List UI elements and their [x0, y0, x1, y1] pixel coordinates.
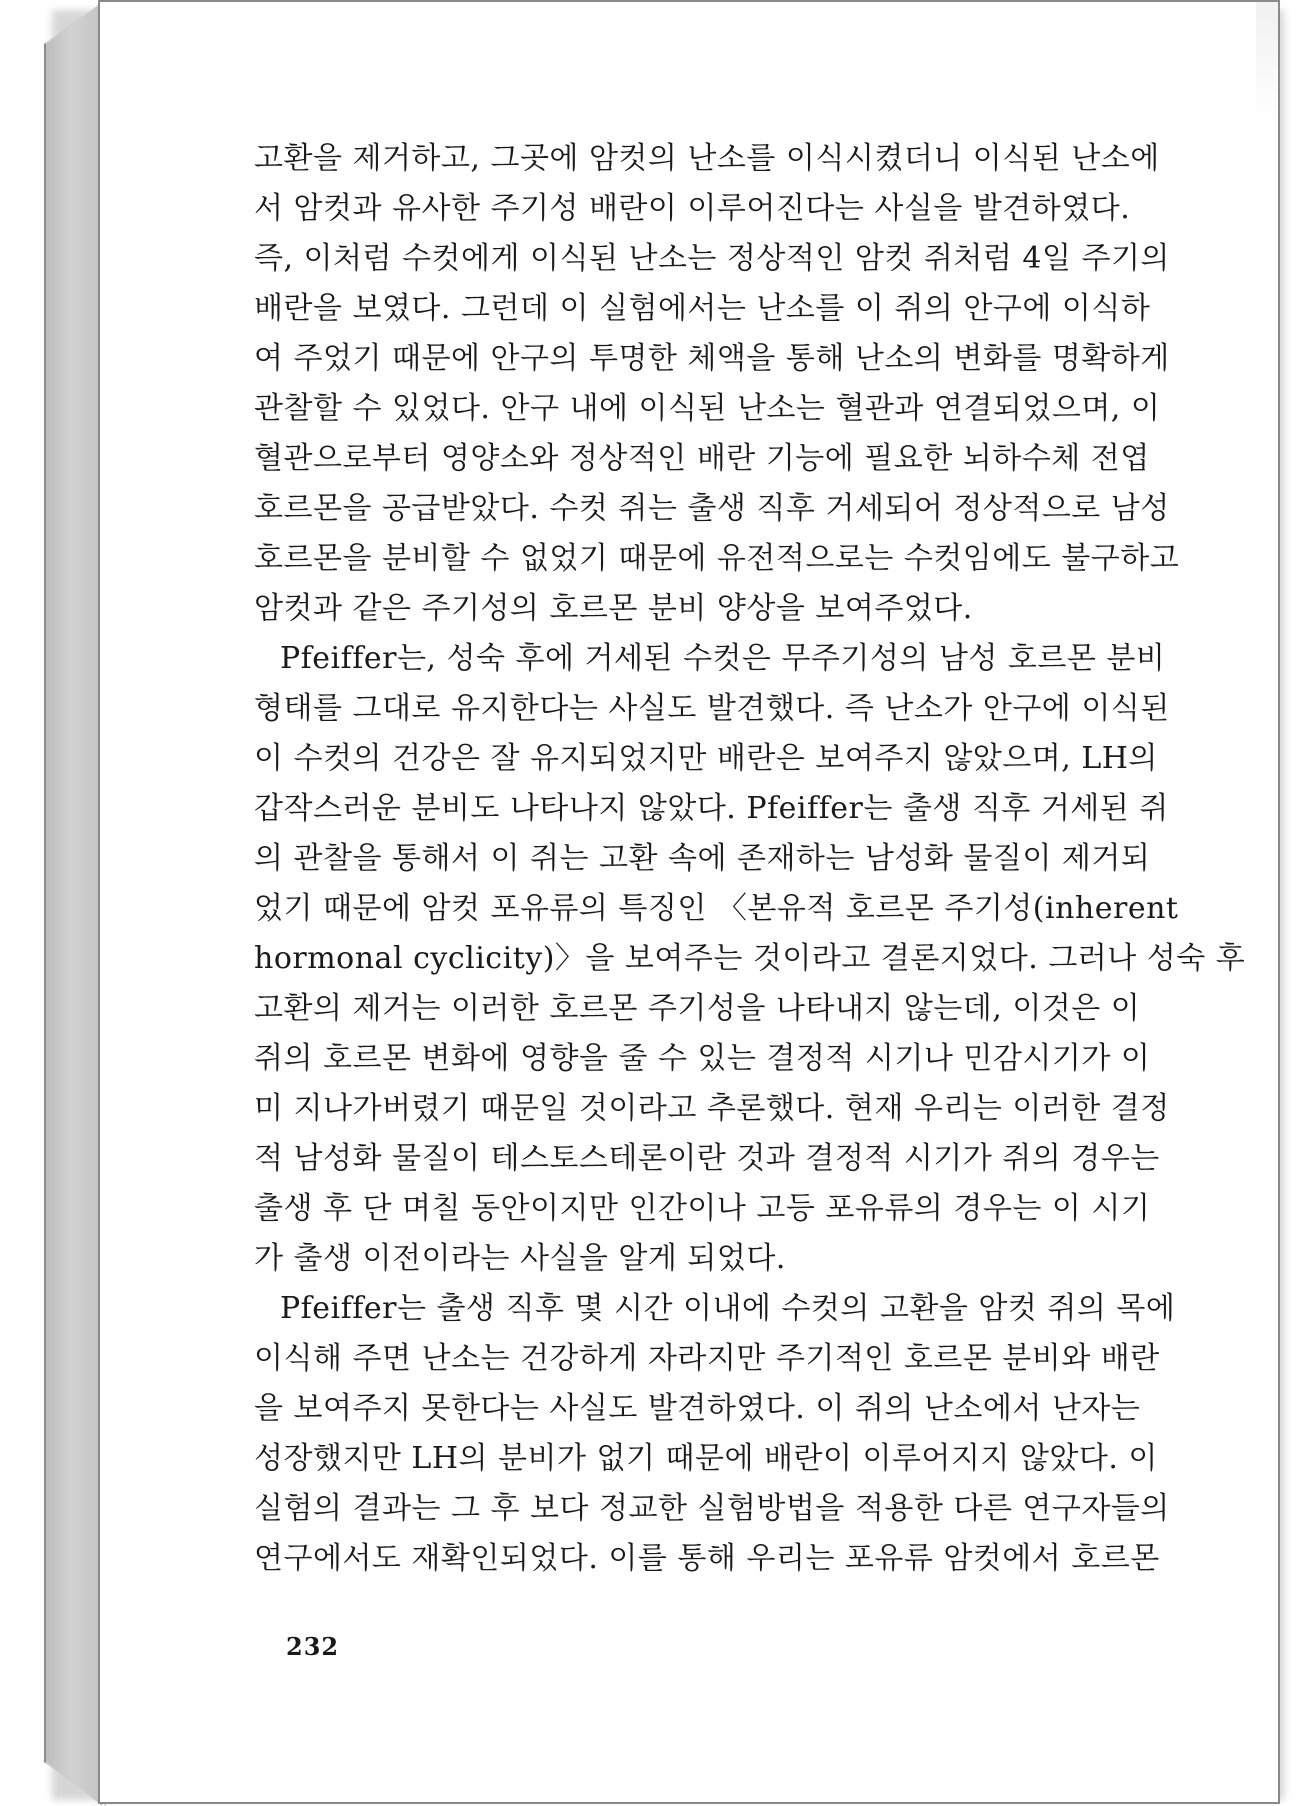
text-line: 이식해 주면 난소는 건강하게 자라지만 주기적인 호르몬 분비와 배란 [254, 1341, 1160, 1376]
text-line: 호르몬을 공급받았다. 수컷 쥐는 출생 직후 거세되어 정상적으로 남성 [254, 491, 1170, 526]
text-line: 의 관찰을 통해서 이 쥐는 고환 속에 존재하는 남성화 물질이 제거되 [254, 841, 1151, 876]
text-line: 을 보여주지 못한다는 사실도 발견하였다. 이 쥐의 난소에서 난자는 [254, 1391, 1141, 1426]
body-text [254, 138, 1246, 1588]
text-line: 배란을 보였다. 그런데 이 실험에서는 난소를 이 쥐의 안구에 이식하 [254, 291, 1151, 326]
text-line: 실험의 결과는 그 후 보다 정교한 실험방법을 적용한 다른 연구자들의 [254, 1491, 1170, 1526]
text-line: 고환을 제거하고, 그곳에 암컷의 난소를 이식시켰더니 이식된 난소에 [254, 141, 1160, 176]
text-line: 성장했지만 LH의 분비가 없기 때문에 배란이 이루어지지 않았다. 이 [254, 1441, 1158, 1476]
text-line: 이 수컷의 건강은 잘 유지되었지만 배란은 보여주지 않았으며, LH의 [254, 741, 1158, 776]
text-line: 여 주었기 때문에 안구의 투명한 체액을 통해 난소의 변화를 명확하게 [254, 341, 1170, 376]
text-line: 갑작스러운 분비도 나타나지 않았다. Pfeiffer는 출생 직후 거세된 쥐 [254, 791, 1169, 826]
text-line: hormonal cyclicity)〉을 보여주는 것이라고 결론지었다. 그러나 성숙 후 [254, 941, 1246, 976]
text-line: Pfeiffer는 출생 직후 몇 시간 이내에 수컷의 고환을 암컷 쥐의 목에 [280, 1291, 1176, 1326]
page-curl [1256, 2, 1278, 122]
text-line: 즉, 이처럼 수컷에게 이식된 난소는 정상적인 암컷 쥐처럼 4일 주기의 [254, 241, 1170, 276]
text-line: 쥐의 호르몬 변화에 영향을 줄 수 있는 결정적 시기나 민감시기가 이 [254, 1041, 1151, 1076]
page-number: 232 [286, 1632, 340, 1661]
text-line: 호르몬을 분비할 수 없었기 때문에 유전적으로는 수컷임에도 불구하고 [254, 541, 1180, 576]
text-line: 적 남성화 물질이 테스토스테론이란 것과 결정적 시기가 쥐의 경우는 [254, 1141, 1160, 1176]
text-line: 고환의 제거는 이러한 호르몬 주기성을 나타내지 않는데, 이것은 이 [254, 991, 1141, 1026]
book-spine-face [46, 0, 102, 1806]
text-line: 서 암컷과 유사한 주기성 배란이 이루어진다는 사실을 발견하였다. [254, 191, 1131, 226]
text-line: 출생 후 단 며칠 동안이지만 인간이나 고등 포유류의 경우는 이 시기 [254, 1191, 1151, 1226]
text-line: Pfeiffer는, 성숙 후에 거세된 수컷은 무주기성의 남성 호르몬 분비 [280, 641, 1166, 676]
text-line: 연구에서도 재확인되었다. 이를 통해 우리는 포유류 암컷에서 호르몬 [254, 1541, 1160, 1576]
text-line: 암컷과 같은 주기성의 호르몬 분비 양상을 보여주었다. [254, 591, 973, 626]
text-line: 혈관으로부터 영양소와 정상적인 배란 기능에 필요한 뇌하수체 전엽 [254, 441, 1150, 476]
text-line: 었기 때문에 암컷 포유류의 특징인 〈본유적 호르몬 주기성(inherent [254, 891, 1179, 926]
text-line: 관찰할 수 있었다. 안구 내에 이식된 난소는 혈관과 연결되었으며, 이 [254, 391, 1161, 426]
text-line: 미 지나가버렸기 때문일 것이라고 추론했다. 현재 우리는 이러한 결정 [254, 1091, 1170, 1126]
text-line: 가 출생 이전이라는 사실을 알게 되었다. [254, 1241, 786, 1276]
text-line: 형태를 그대로 유지한다는 사실도 발견했다. 즉 난소가 안구에 이식된 [254, 691, 1170, 726]
